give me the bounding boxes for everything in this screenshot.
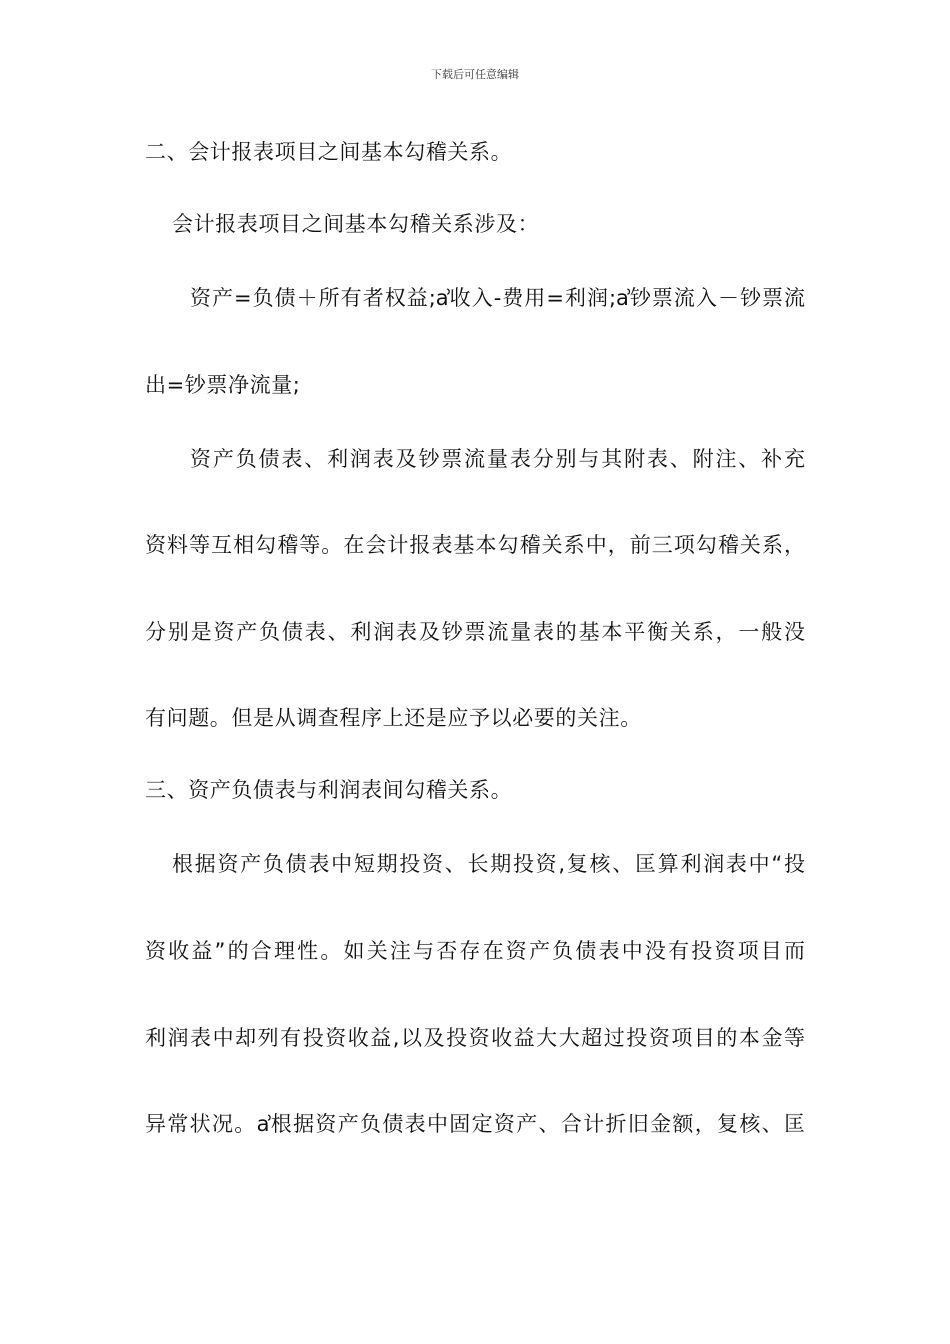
paragraph-line: 资收益”的合理性。如关注与否存在资产负债表中没有投资项目而	[145, 939, 805, 963]
paragraph-line: 出=钞票净流量;	[145, 373, 301, 397]
paragraph-line: 利润表中却列有投资收益,以及投资收益大大超过投资项目的本金等	[145, 1026, 805, 1050]
section-heading-3: 三、资产负债表与利润表间勾稽关系。	[145, 778, 513, 802]
paragraph-line: 资料等互相勾稽等。在会计报表基本勾稽关系中，前三项勾稽关系，	[145, 533, 805, 557]
paragraph-line: 异常状况。ẚ根据资产负债表中固定资产、合计折旧金额，复核、匡	[145, 1112, 805, 1136]
paragraph-line: 根据资产负债表中短期投资、长期投资,复核、匡算利润表中“投	[172, 852, 805, 876]
page-header: 下载后可任意编辑	[431, 68, 519, 81]
paragraph-line: 有问题。但是从调查程序上还是应予以必要的关注。	[145, 706, 642, 730]
section-heading-2: 二、会计报表项目之间基本勾稽关系。	[145, 140, 513, 164]
paragraph-line: 资产=负债＋所有者权益;ẚ收入-费用=利润;ẚ钞票流入－钞票流	[190, 286, 805, 310]
paragraph-line: 会计报表项目之间基本勾稽关系涉及：	[172, 212, 540, 236]
paragraph-line: 资产负债表、利润表及钞票流量表分别与其附表、附注、补充	[190, 447, 805, 471]
paragraph-line: 分别是资产负债表、利润表及钞票流量表的基本平衡关系，一般没	[145, 620, 805, 644]
